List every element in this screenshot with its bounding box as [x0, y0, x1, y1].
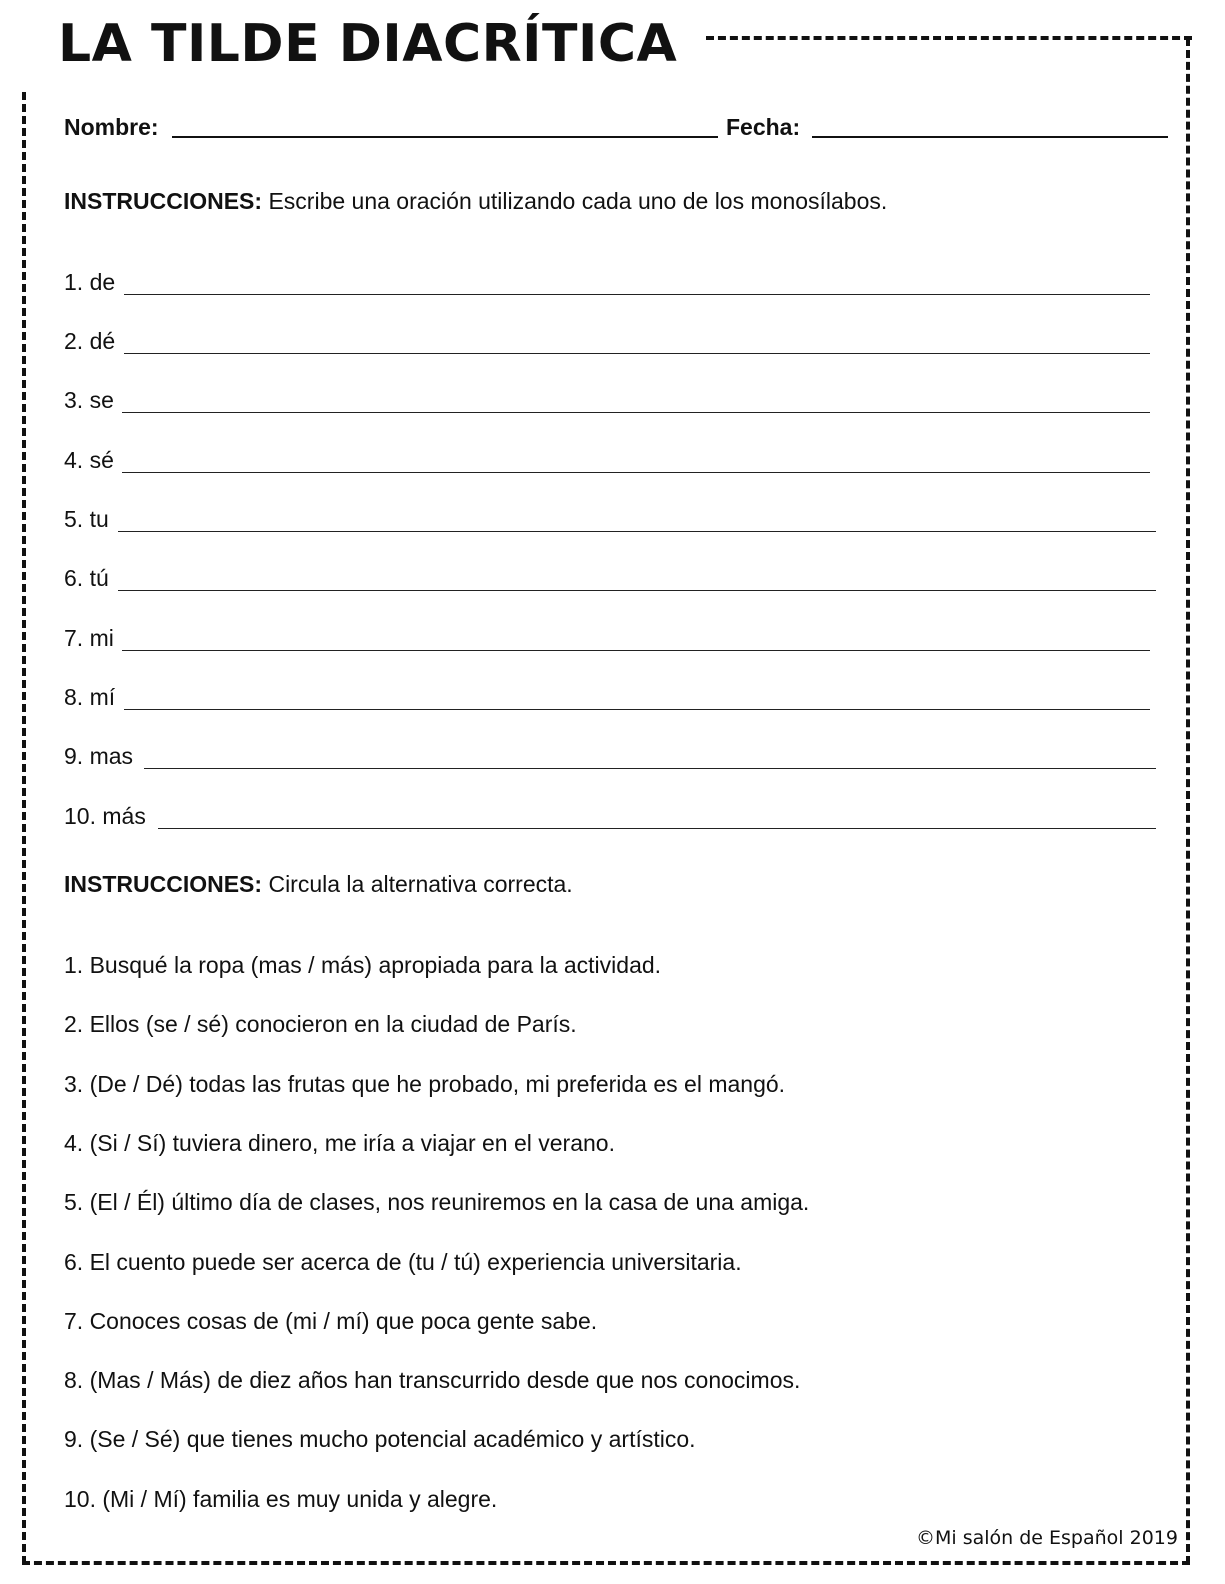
answer-line[interactable]	[122, 472, 1150, 473]
answer-line[interactable]	[122, 412, 1150, 413]
write-item	[64, 683, 1164, 717]
circle-item: 3. (De / Dé) todas las frutas que he probado, mi preferida es el mangó.	[64, 1071, 786, 1097]
write-item	[64, 564, 1164, 598]
answer-line[interactable]	[118, 590, 1156, 591]
write-item-label: 9. mas	[64, 743, 134, 769]
copyright-footer: ©Mi salón de Español 2019	[916, 1527, 1178, 1549]
write-item-label: 7. mi	[64, 625, 114, 651]
circle-item: 7. Conoces cosas de (mi / mí) que poca gente sabe.	[64, 1308, 598, 1334]
circle-item: 1. Busqué la ropa (mas / más) apropiada para la actividad.	[64, 952, 662, 978]
write-item	[64, 327, 1164, 361]
circle-item: 5. (El / Él) último día de clases, nos reuniremos en la casa de una amiga.	[64, 1189, 810, 1215]
circle-item: 6. El cuento puede ser acerca de (tu / tú) experiencia universitaria.	[64, 1249, 742, 1275]
write-item	[64, 802, 1164, 836]
dashed-border-right	[1186, 38, 1190, 1564]
circle-item: 10. (Mi / Mí) familia es muy unida y alegre.	[64, 1486, 498, 1512]
write-item	[64, 505, 1164, 539]
dashed-border-left	[22, 92, 26, 1564]
instructions-1-heading: INSTRUCCIONES:	[64, 188, 263, 214]
answer-line[interactable]	[118, 531, 1156, 532]
name-label: Nombre:	[64, 114, 159, 140]
write-item	[64, 446, 1164, 480]
write-item-label: 2. dé	[64, 328, 116, 354]
write-item	[64, 268, 1164, 302]
dashed-border-top	[706, 36, 1192, 40]
date-label: Fecha:	[726, 114, 801, 140]
write-item	[64, 386, 1164, 420]
circle-item: 9. (Se / Sé) que tienes mucho potencial académico y artístico.	[64, 1426, 696, 1452]
dashed-border-bottom	[22, 1561, 1190, 1565]
answer-line[interactable]	[124, 353, 1150, 354]
instructions-2-text: Circula la alternativa correcta.	[262, 871, 573, 897]
instructions-1-text: Escribe una oración utilizando cada uno de los monosílabos.	[262, 188, 888, 214]
instructions-1	[64, 187, 887, 215]
circle-item: 4. (Si / Sí) tuviera dinero, me iría a viajar en el verano.	[64, 1130, 615, 1156]
write-item-label: 1. de	[64, 269, 116, 295]
circle-item: 2. Ellos (se / sé) conocieron en la ciudad de París.	[64, 1011, 577, 1037]
page-title: LA TILDE DIACRÍTICA	[58, 14, 678, 74]
name-field[interactable]	[172, 136, 718, 138]
write-item-label: 6. tú	[64, 565, 109, 591]
write-item	[64, 624, 1164, 658]
answer-line[interactable]	[144, 768, 1156, 769]
answer-line[interactable]	[124, 709, 1150, 710]
instructions-2-heading: INSTRUCCIONES:	[64, 871, 263, 897]
write-item-label: 10. más	[64, 803, 146, 829]
date-field[interactable]	[812, 136, 1168, 138]
answer-line[interactable]	[158, 828, 1156, 829]
circle-item: 8. (Mas / Más) de diez años han transcurrido desde que nos conocimos.	[64, 1367, 801, 1393]
write-item-label: 4. sé	[64, 447, 114, 473]
write-item-label: 8. mí	[64, 684, 116, 710]
answer-line[interactable]	[124, 294, 1150, 295]
answer-line[interactable]	[122, 650, 1150, 651]
instructions-2	[64, 870, 573, 898]
write-item-label: 3. se	[64, 387, 114, 413]
name-date-row	[64, 108, 1174, 144]
write-item	[64, 742, 1164, 776]
write-item-label: 5. tu	[64, 506, 109, 532]
